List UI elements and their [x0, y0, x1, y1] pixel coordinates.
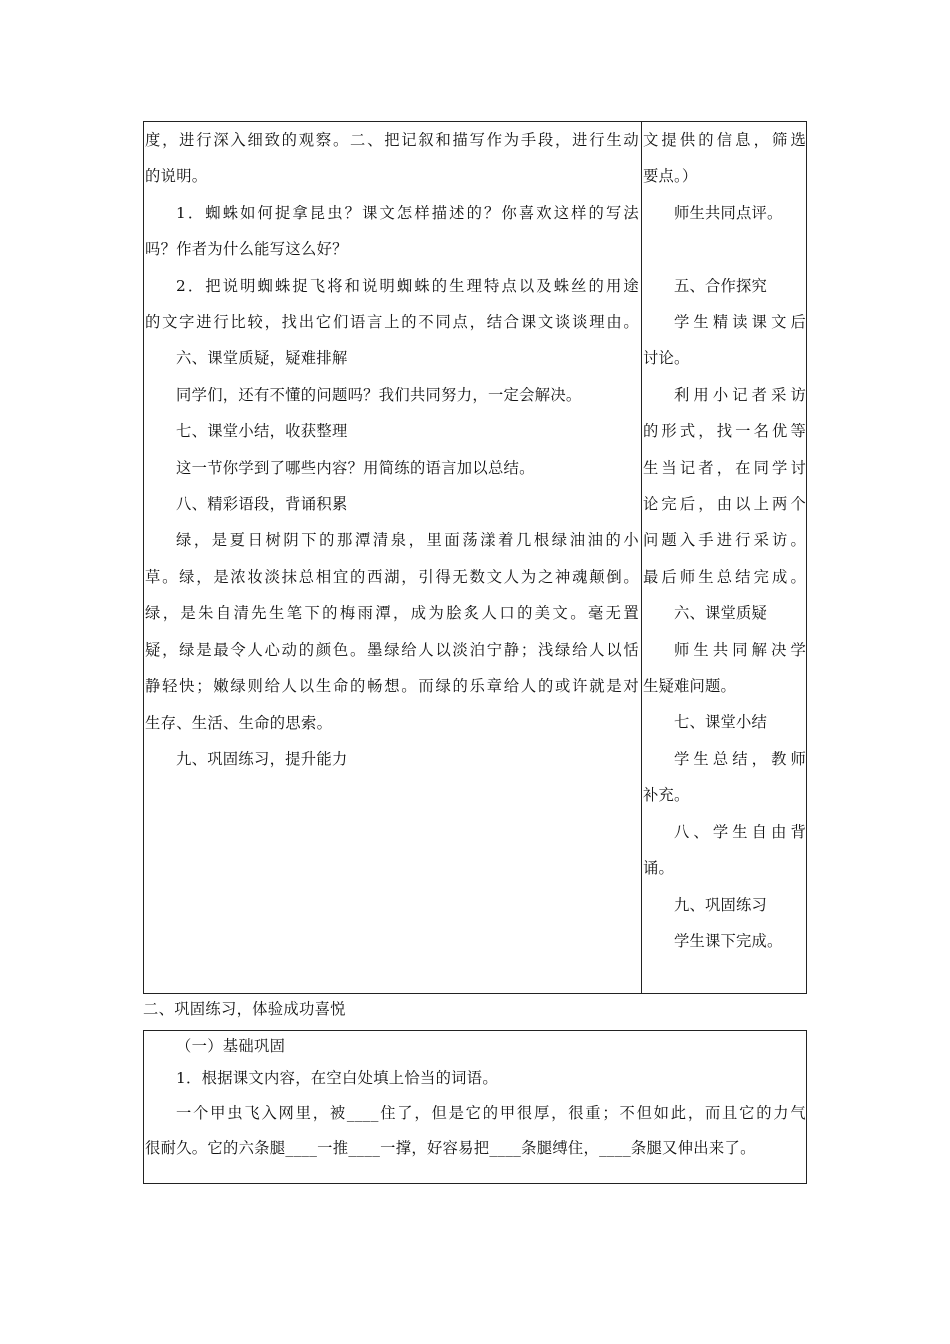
text-line: 八、学生自由背	[674, 822, 806, 841]
text-line: 1．根据课文内容，在空白处填上恰当的词语。	[176, 1069, 498, 1087]
text-line: 诵。	[643, 859, 674, 878]
text-line: 利用小记者采访	[674, 385, 806, 404]
student-activity-column	[642, 122, 806, 993]
text-line: 六、课堂质疑	[674, 604, 767, 623]
text-line: 绿，是夏日树阴下的那潭清泉，里面荡漾着几根绿油油的小	[176, 531, 639, 550]
section-heading: 二、巩固练习，体验成功喜悦	[143, 1000, 346, 1018]
text-line: 最后师生总结完成。	[643, 567, 806, 586]
text-line: 要点。）	[643, 167, 698, 186]
text-line: 的说明。	[145, 167, 208, 186]
text-line: 文提供的信息，筛选	[643, 131, 806, 149]
text-line: （一）基础巩固	[176, 1037, 286, 1055]
text-line: 七、课堂小结	[674, 713, 767, 732]
teacher-activity-column	[144, 122, 642, 993]
text-line: 度，进行深入细致的观察。二、把记叙和描写作为手段，进行生动	[145, 131, 639, 149]
text-line: 七、课堂小结，收获整理	[176, 422, 348, 441]
text-line: 五、合作探究	[674, 276, 767, 295]
text-line: 这一节你学到了哪些内容？用简练的语言加以总结。	[176, 458, 535, 477]
text-line: 补充。	[643, 786, 690, 805]
text-line: 静轻快；嫩绿则给人以生命的畅想。而绿的乐章给人的或许就是对	[145, 677, 639, 696]
text-line: 很耐久。它的六条腿____一推____一撑，好容易把____条腿缚住，____条腿又伸出来了。	[145, 1139, 756, 1157]
text-line: 学生总结，教师	[674, 749, 806, 768]
text-line: 生当记者，在同学讨	[643, 458, 806, 477]
text-line: 草。绿，是浓妆淡抹总相宜的西湖，引得无数文人为之神魂颠倒。	[145, 567, 639, 586]
lesson-plan-table	[143, 121, 807, 994]
text-line: 九、巩固练习	[674, 895, 767, 914]
text-line: 的文字进行比较，找出它们语言上的不同点，结合课文谈谈理由。	[145, 313, 639, 332]
text-line: 绿，是朱自清先生笔下的梅雨潭，成为脍炙人口的美文。毫无置	[145, 604, 639, 623]
text-line: 八、精彩语段，背诵积累	[176, 495, 348, 514]
text-line: 学生精读课文后	[674, 313, 806, 332]
text-line: 2．把说明蜘蛛捉飞将和说明蜘蛛的生理特点以及蛛丝的用途	[176, 276, 639, 295]
text-line	[643, 231, 806, 267]
text-line: 问题入手进行采访。	[643, 531, 806, 550]
text-line: 学生课下完成。	[674, 931, 783, 950]
text-line: 师生共同解决学	[674, 640, 806, 659]
text-line: 师生共同点评。	[674, 203, 783, 222]
text-line: 吗？作者为什么能写这么好？	[145, 240, 348, 259]
text-line: 六、课堂质疑，疑难排解	[176, 349, 348, 368]
text-line: 1．蜘蛛如何捉拿昆虫？课文怎样描述的？你喜欢这样的写法	[176, 203, 639, 222]
text-line: 论完后，由以上两个	[643, 495, 806, 514]
text-line: 生疑难问题。	[643, 677, 736, 696]
text-line: 一个甲虫飞入网里，被____住了，但是它的甲很厚，很重；不但如此，而且它的力气	[176, 1104, 806, 1122]
text-line: 生存、生活、生命的思索。	[145, 713, 333, 732]
text-line: 的形式，找一名优等	[643, 422, 806, 441]
text-line: 讨论。	[643, 349, 690, 368]
exercise-box	[143, 1030, 807, 1184]
text-line: 同学们，还有不懂的问题吗？我们共同努力，一定会解决。	[176, 385, 582, 404]
text-line: 九、巩固练习，提升能力	[176, 749, 348, 768]
text-line: 疑，绿是最令人心动的颜色。墨绿给人以淡泊宁静；浅绿给人以恬	[145, 640, 639, 659]
